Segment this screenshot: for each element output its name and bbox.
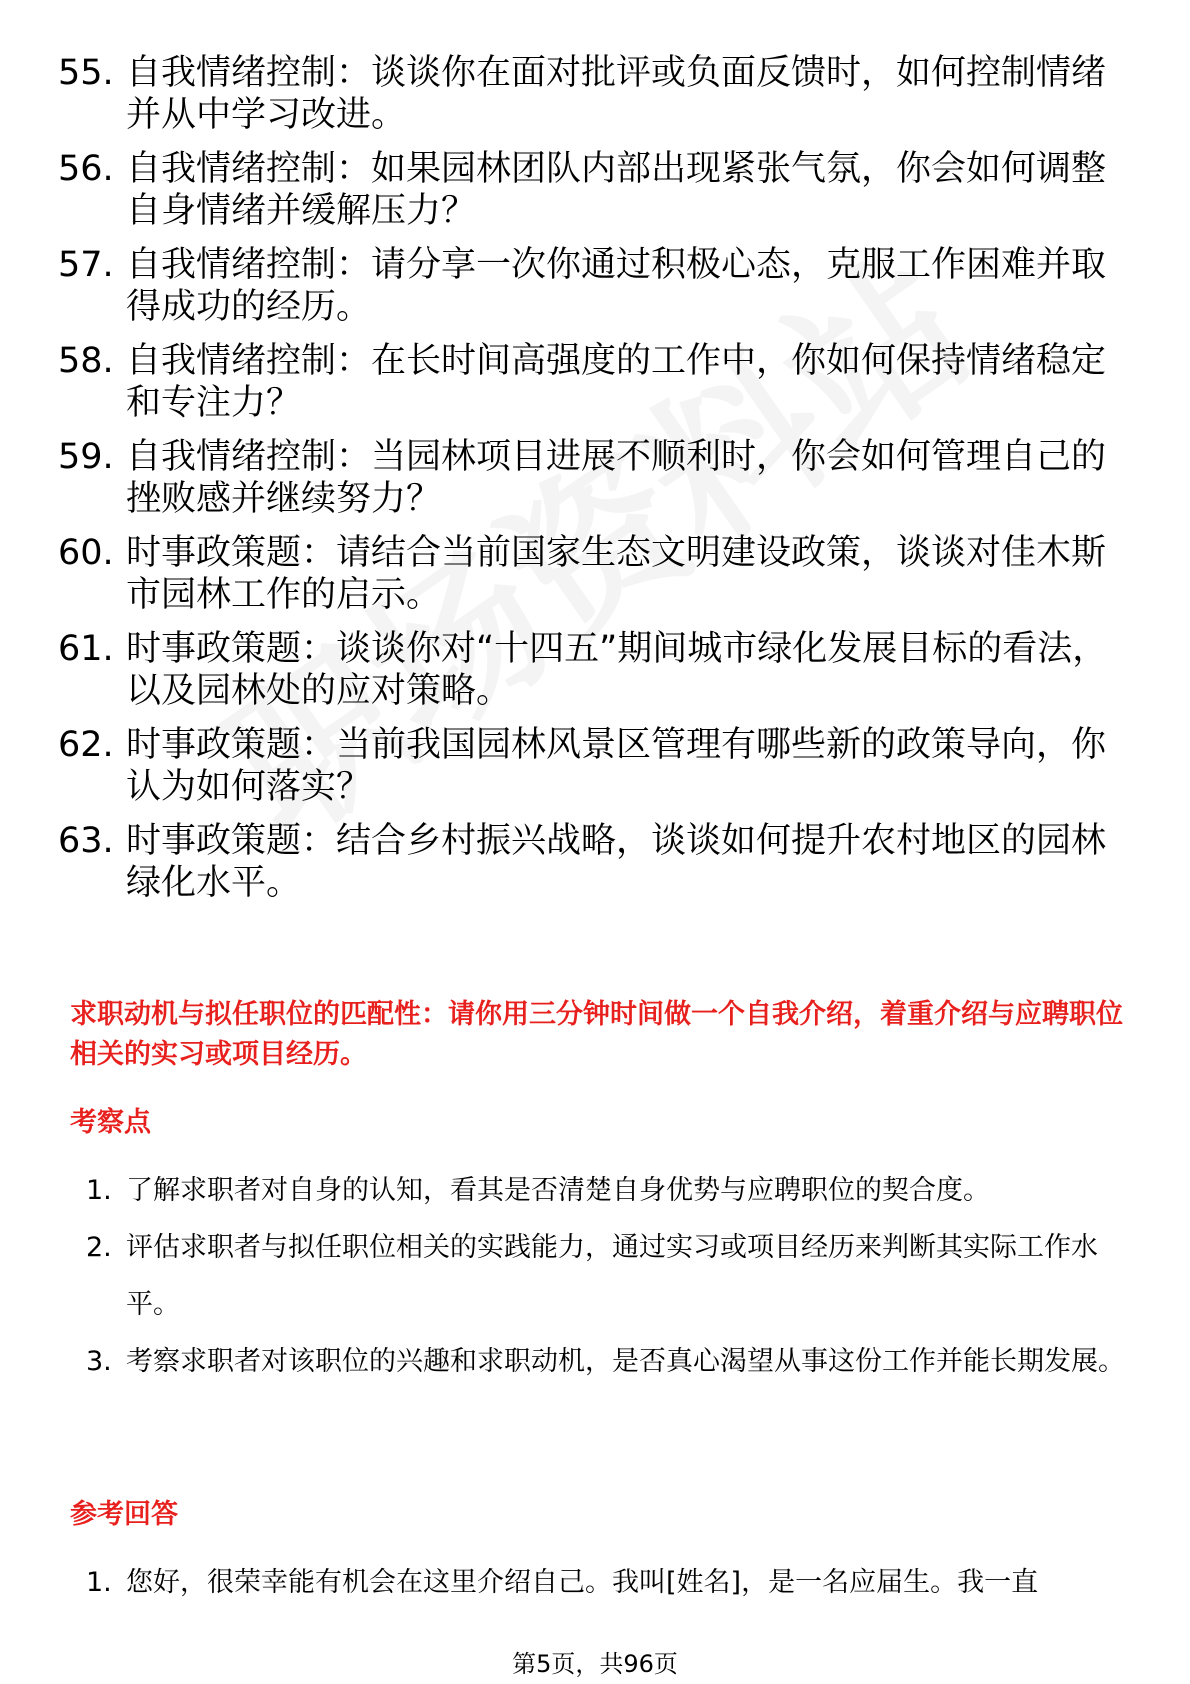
question-number: 59. — [58, 437, 114, 477]
question-item — [58, 628, 1138, 712]
assessment-point — [86, 1219, 1136, 1333]
question-item — [58, 244, 1138, 328]
question-text: 时事政策题：谈谈你对“十四五”期间城市绿化发展目标的看法，以及园林处的应对策略。 — [126, 629, 1108, 711]
question-number: 63. — [58, 821, 114, 861]
question-list — [58, 52, 1138, 916]
question-item — [58, 148, 1138, 232]
question-number: 58. — [58, 341, 114, 381]
question-item — [58, 340, 1138, 424]
point-text: 了解求职者对自身的认知，看其是否清楚自身优势与应聘职位的契合度。 — [126, 1175, 990, 1206]
assessment-points — [86, 1162, 1136, 1390]
assessment-point — [86, 1162, 1136, 1219]
question-number: 61. — [58, 629, 114, 669]
question-text: 自我情绪控制：如果园林团队内部出现紧张气氛，你会如何调整自身情绪并缓解压力？ — [126, 149, 1107, 231]
featured-question: 求职动机与拟任职位的匹配性：请你用三分钟时间做一个自我介绍，着重介绍与应聘职位相关的实习或项目经历。 — [70, 999, 1123, 1070]
question-item — [58, 532, 1138, 616]
page-footer: 第5页，共96页 — [512, 1650, 678, 1678]
question-number: 57. — [58, 245, 114, 285]
question-item — [58, 52, 1138, 136]
question-number: 55. — [58, 53, 114, 93]
point-text: 考察求职者对该职位的兴趣和求职动机，是否真心渴望从事这份工作并能长期发展。 — [126, 1346, 1125, 1377]
question-text: 自我情绪控制：请分享一次你通过积极心态，克服工作困难并取得成功的经历。 — [126, 245, 1107, 327]
question-number: 62. — [58, 725, 114, 765]
question-text: 自我情绪控制：在长时间高强度的工作中，你如何保持情绪稳定和专注力？ — [126, 341, 1107, 423]
point-text: 评估求职者与拟任职位相关的实践能力，通过实习或项目经历来判断其实际工作水平。 — [126, 1232, 1098, 1320]
question-item — [58, 820, 1138, 904]
reference-point — [86, 1554, 1136, 1611]
question-text: 时事政策题：结合乡村振兴战略，谈谈如何提升农村地区的园林绿化水平。 — [126, 821, 1107, 903]
assessment-heading: 考察点 — [70, 1107, 151, 1138]
reference-points — [86, 1554, 1136, 1611]
question-item — [58, 436, 1138, 520]
point-number: 1. — [86, 1567, 112, 1598]
point-number: 2. — [86, 1232, 112, 1263]
question-text: 自我情绪控制：谈谈你在面对批评或负面反馈时，如何控制情绪并从中学习改进。 — [126, 53, 1107, 135]
assessment-point — [86, 1333, 1136, 1390]
question-number: 60. — [58, 533, 114, 573]
point-number: 1. — [86, 1175, 112, 1206]
question-number: 56. — [58, 149, 114, 189]
question-text: 时事政策题：请结合当前国家生态文明建设政策，谈谈对佳木斯市园林工作的启示。 — [126, 533, 1107, 615]
question-text: 自我情绪控制：当园林项目进展不顺利时，你会如何管理自己的挫败感并继续努力？ — [126, 437, 1107, 519]
point-number: 3. — [86, 1346, 112, 1377]
question-item — [58, 724, 1138, 808]
reference-heading: 参考回答 — [70, 1499, 178, 1530]
question-text: 时事政策题：当前我国园林风景区管理有哪些新的政策导向，你认为如何落实？ — [126, 725, 1107, 807]
point-text: 您好，很荣幸能有机会在这里介绍自己。我叫[姓名]，是一名应届生。我一直 — [126, 1567, 1039, 1598]
